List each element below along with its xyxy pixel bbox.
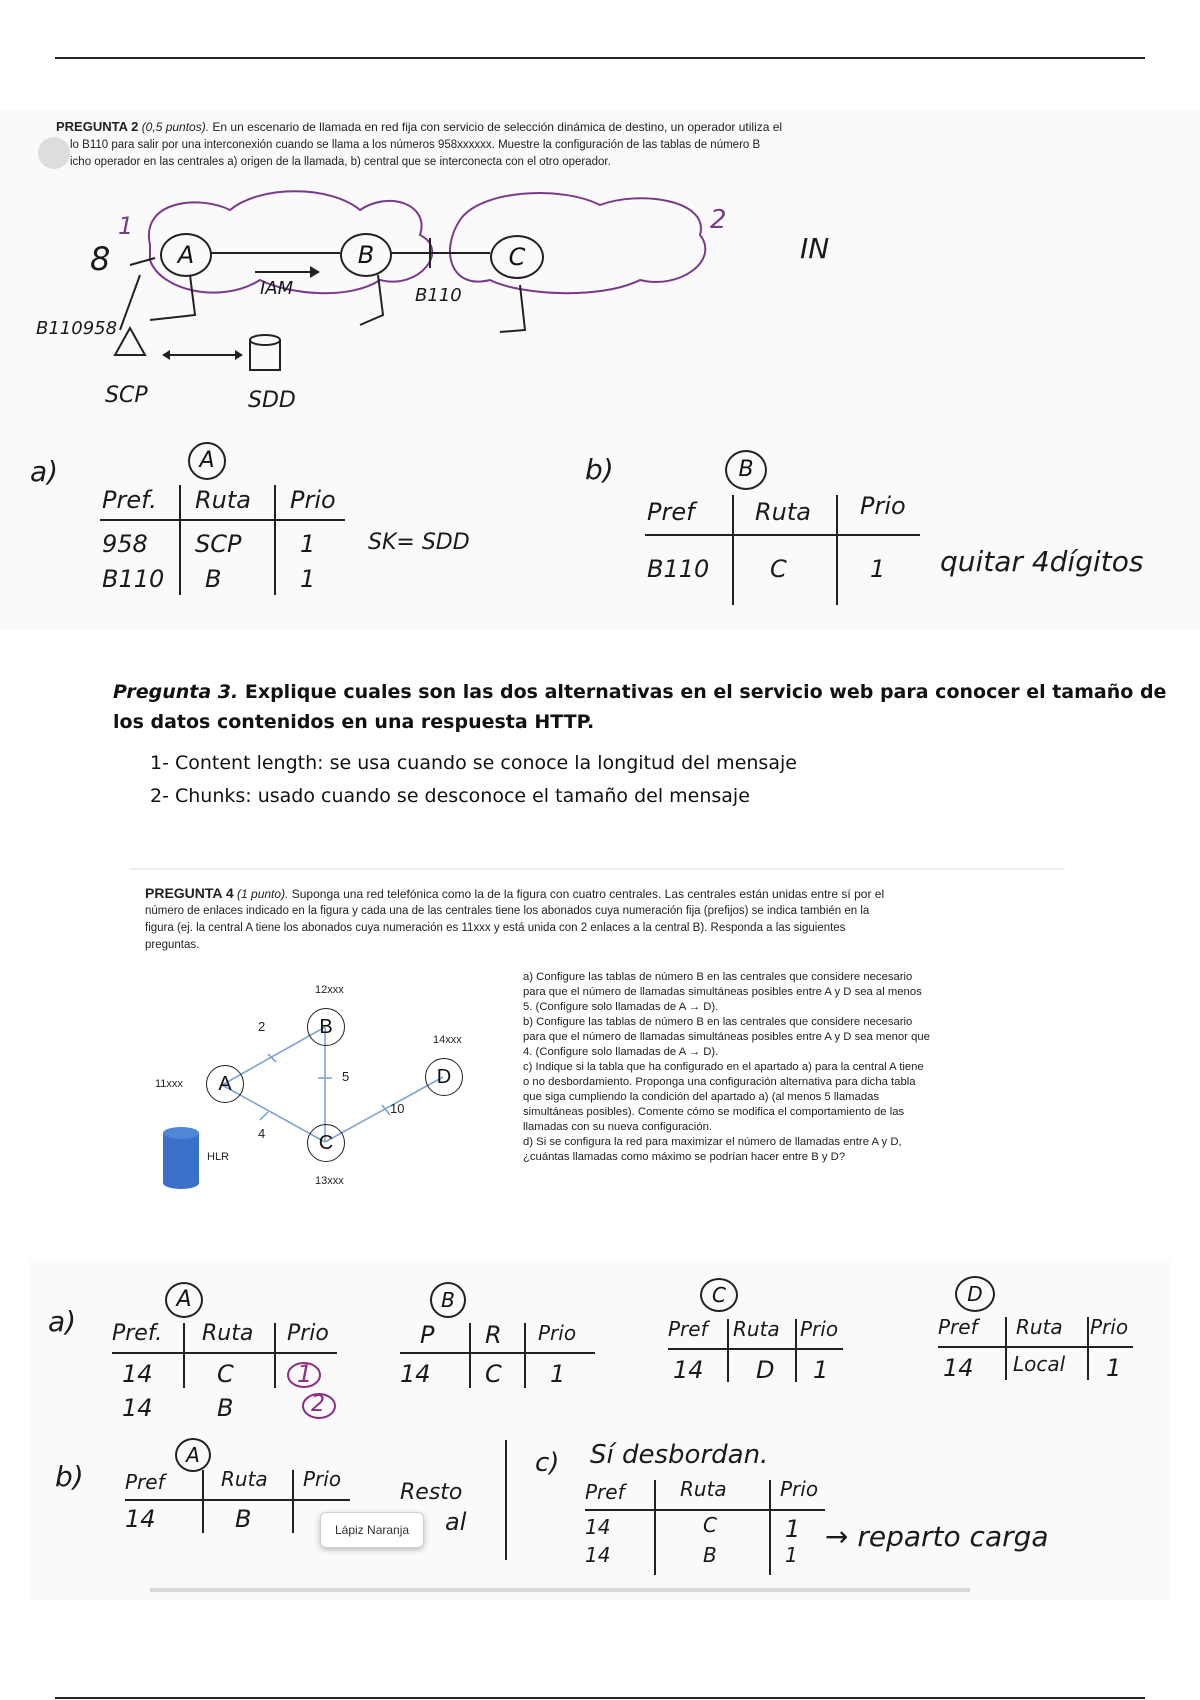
q4-weight-AC: 4 xyxy=(258,1126,266,1141)
page-badge-icon xyxy=(38,137,70,169)
q4-tc-r0c2: 1 xyxy=(785,1515,801,1543)
q2-table-a-node xyxy=(188,442,226,480)
q4-divider xyxy=(505,1440,507,1560)
q4-node-B xyxy=(307,1008,345,1046)
q4-tB-r0c2: 1 xyxy=(550,1360,566,1388)
q4-intro1-text: Suponga una red telefónica como la de la figura con cuatro centrales. Las centrales están unidas entre sí por el xyxy=(291,887,885,901)
q4-tb-note2: al xyxy=(445,1508,467,1536)
q4-node-B-label: B xyxy=(319,1016,333,1038)
q3-title-italic: Pregunta 3. xyxy=(113,681,239,703)
q4-qa-11: d) Si se configura la red para maximizar el número de llamadas entre A y D, xyxy=(523,1136,902,1148)
q4-tD-r0c0: 14 xyxy=(943,1354,974,1382)
q4-qa-4: para que el número de llamadas simultáneas posibles entre A y D sea menor que xyxy=(523,1031,930,1043)
q4-points: (1 punto). xyxy=(237,887,289,901)
q4-tb-h0: Pref xyxy=(125,1470,165,1494)
q2-table-a xyxy=(100,480,350,600)
q4-tc-title: Sí desbordan. xyxy=(590,1440,769,1470)
q2-table-b-node-label: B xyxy=(738,457,754,482)
q2-scp: SCP xyxy=(105,383,148,408)
q4-header: PREGUNTA 4 xyxy=(145,885,234,901)
q2-a-label: a) xyxy=(30,455,59,488)
q2-line1 xyxy=(56,120,782,134)
q2-points: (0,5 puntos). xyxy=(141,120,210,134)
q4-weight-CD: 10 xyxy=(390,1101,405,1116)
q4-qa-1: para que el número de llamadas simultáneas posibles entre A y D sea al menos xyxy=(523,986,922,998)
q2-label-2: 2 xyxy=(710,205,727,235)
q4-node-D xyxy=(425,1058,463,1096)
q4-table-c xyxy=(585,1475,845,1585)
q4-tA-node-label: A xyxy=(176,1287,192,1312)
q4-tB-r0c1: C xyxy=(485,1360,502,1388)
q4-tA-node xyxy=(165,1282,203,1318)
q2-label-1: 1 xyxy=(118,212,134,240)
q3-item-2: 2- Chunks: usado cuando se desconoce el tamaño del mensaje xyxy=(150,785,750,807)
q4-qa-6: c) Indique si la tabla que ha configurado en el apartado a) para la central A tiene xyxy=(523,1061,924,1073)
q4-tC-node xyxy=(700,1278,738,1312)
q4-prefix-C: 13xxx xyxy=(315,1175,344,1187)
q2-text1: En un escenario de llamada en red fija con servicio de selección dinámica de destino, un operador utiliza el xyxy=(212,120,783,134)
q4-qa-0: a) Configure las tablas de número B en las centrales que considere necesario xyxy=(523,971,913,983)
q2-a-r1c2: 1 xyxy=(300,565,316,593)
q4-node-C xyxy=(307,1124,345,1162)
q4-tC-node-label: C xyxy=(712,1283,726,1307)
q4-tC-h0: Pref xyxy=(668,1317,708,1341)
q4-tC-h1: Ruta xyxy=(733,1317,780,1341)
q4-ans-b-label: b) xyxy=(55,1460,84,1493)
q2-iam: IAM xyxy=(260,278,294,299)
q4-hlr: HLR xyxy=(207,1151,230,1163)
q4-tB-h0: P xyxy=(420,1321,435,1349)
q2-table-b-node xyxy=(725,450,767,490)
q4-tC-r0c1: D xyxy=(756,1356,775,1384)
q4-tc-h2: Prio xyxy=(780,1477,819,1501)
q4-questions xyxy=(523,970,1048,1165)
q4-table-A xyxy=(112,1318,342,1428)
q2-b110: B110 xyxy=(415,285,462,306)
pencil-tooltip xyxy=(320,1512,424,1548)
q2-node-C xyxy=(490,235,544,279)
q2-header: PREGUNTA 2 xyxy=(56,119,139,134)
q2-table-b-note: quitar 4dígitos xyxy=(940,545,1144,578)
q4-intro3: figura (ej. la central A tiene los abonados cuya numeración es 11xxx y está unida con 2 enlaces a la central B). Responda a las siguientes xyxy=(145,922,846,934)
q4-tc-note: → reparto carga xyxy=(825,1520,1049,1553)
q4-tB-r0c0: 14 xyxy=(400,1360,431,1388)
q4-intro4: preguntas. xyxy=(145,939,200,951)
q2-line2: lo B110 para salir por una interconexión cuando se llama a los números 958xxxxxx. Muestre la configuración de las tablas de número B xyxy=(70,139,761,151)
q4-ans-c-label: c) xyxy=(535,1448,560,1478)
q4-tA-r1c0: 14 xyxy=(122,1394,153,1422)
q4-tc-r1c2: 1 xyxy=(785,1543,798,1567)
q2-b-r0c2: 1 xyxy=(870,555,886,583)
q2-a-r1c0: B110 xyxy=(102,565,165,593)
q4-prefix-A: 11xxx xyxy=(155,1078,183,1090)
q4-qa-10: llamadas con su nueva configuración. xyxy=(523,1121,713,1133)
q4-tA-r0c2: 1 xyxy=(297,1360,313,1388)
q4-ans-a-label: a) xyxy=(48,1305,77,1338)
q4-tC-r0c2: 1 xyxy=(813,1356,829,1384)
q4-weight-AB: 2 xyxy=(258,1019,266,1034)
q2-node-B-label: B xyxy=(357,241,375,269)
q4-tA-r0c0: 14 xyxy=(122,1360,153,1388)
q4-tc-r1c1: B xyxy=(703,1543,717,1567)
q4-table-B xyxy=(400,1318,600,1398)
q4-qa-12: ¿cuántas llamadas como máximo se podrían hacer entre B y D? xyxy=(523,1151,846,1163)
q3-title-line2: los datos contenidos en una respuesta HTTP. xyxy=(113,711,595,733)
q3-title xyxy=(113,677,1166,707)
q4-tA-h0: Pref. xyxy=(112,1321,163,1346)
q4-tc-r0c0: 14 xyxy=(585,1515,611,1539)
q4-node-C-label: C xyxy=(318,1132,334,1154)
q4-tc-h1: Ruta xyxy=(680,1477,727,1501)
q2-label-8: 8 xyxy=(90,240,111,278)
q4-tA-h1: Ruta xyxy=(202,1321,254,1346)
q4-tb-h2: Prio xyxy=(303,1467,342,1491)
q4-tB-h1: R xyxy=(485,1321,502,1349)
q4-intro2: número de enlaces indicado en la figura y cada una de las centrales tiene los abonados cuya numeración fija (prefijos) se indica también en la xyxy=(145,905,870,917)
toolbar-remnant xyxy=(150,1588,970,1592)
q4-intro1 xyxy=(145,886,884,901)
q3-title-rest: Explique cuales son las dos alternativas en el servicio web para conocer el tamaño de xyxy=(244,681,1167,703)
q4-node-A-label: A xyxy=(218,1073,232,1095)
q2-table-a-node-label: A xyxy=(199,448,215,473)
q2-sdd: SDD xyxy=(248,388,296,413)
q4-tD-node-label: D xyxy=(967,1282,983,1306)
pencil-tooltip-label: Lápiz Naranja xyxy=(335,1523,410,1537)
q2-node-B xyxy=(340,233,392,277)
q4-tA-h2: Prio xyxy=(287,1321,329,1346)
q2-a-r1c1: B xyxy=(205,565,222,593)
q2-b-h2: Prio xyxy=(860,492,906,520)
q2-b-r0c0: B110 xyxy=(647,555,710,583)
q2-diagram xyxy=(0,180,1200,410)
q4-tD-h1: Ruta xyxy=(1016,1315,1063,1339)
q2-a-h1: Ruta xyxy=(195,486,252,514)
q4-table-C xyxy=(668,1314,848,1394)
q2-a-h0: Pref. xyxy=(102,486,157,514)
q4-qa-5: 4. (Configure solo llamadas de A → D). xyxy=(523,1046,719,1058)
q4-qa-7: o no desbordamiento. Proponga una configuración alternativa para dicha tabla xyxy=(523,1076,916,1088)
q4-tD-h0: Pref xyxy=(938,1315,978,1339)
q2-node-C-label: C xyxy=(508,243,526,271)
q4-tc-r1c0: 14 xyxy=(585,1543,611,1567)
q4-qa-8: que siga cumpliendo la condición del apartado a) (al menos 5 llamadas xyxy=(523,1091,880,1103)
q4-tb-h1: Ruta xyxy=(221,1467,268,1491)
q4-tB-node xyxy=(430,1282,466,1318)
q4-qa-2: 5. (Configure solo llamadas de A → D). xyxy=(523,1001,719,1013)
q2-a-h2: Prio xyxy=(290,486,336,514)
q4-tB-h2: Prio xyxy=(538,1321,577,1345)
q2-node-A-label: A xyxy=(177,241,195,269)
bottom-rule xyxy=(55,1697,1145,1699)
q4-tB-node-label: B xyxy=(441,1288,455,1312)
q2-a-r0c0: 958 xyxy=(102,530,148,558)
q4-tC-r0c0: 14 xyxy=(673,1356,704,1384)
q4-tb-node-label: A xyxy=(186,1443,200,1467)
q2-a-r0c2: 1 xyxy=(300,530,316,558)
q2-table-b xyxy=(645,490,925,610)
q2-in: IN xyxy=(800,232,830,265)
q2-line3: icho operador en las centrales a) origen de la llamada, b) central que se interconecta con el otro operador. xyxy=(70,156,611,168)
q2-node-A xyxy=(160,233,212,277)
q4-tA-r1c1: B xyxy=(217,1394,234,1422)
q4-tb-r0c1: B xyxy=(235,1505,252,1533)
q2-a-r0c1: SCP xyxy=(195,530,242,558)
q4-prefix-B: 12xxx xyxy=(315,984,344,996)
q4-tC-h2: Prio xyxy=(800,1317,839,1341)
q2-b-h0: Pref xyxy=(647,498,695,526)
q4-tc-h0: Pref xyxy=(585,1480,625,1504)
q4-node-A xyxy=(206,1065,244,1103)
q2-number: B110958 xyxy=(36,318,118,339)
q4-tD-r0c2: 1 xyxy=(1106,1354,1122,1382)
q2-b-r0c1: C xyxy=(770,555,787,583)
q4-tb-r0c0: 14 xyxy=(125,1505,156,1533)
q4-tb-note: Resto xyxy=(400,1480,463,1505)
q4-tD-h2: Prio xyxy=(1090,1315,1129,1339)
q2-table-a-note: SK= SDD xyxy=(368,530,470,555)
q4-tA-r0c1: C xyxy=(217,1360,234,1388)
top-rule xyxy=(55,57,1145,59)
q4-tD-node xyxy=(955,1276,995,1312)
q4-node-D-label: D xyxy=(436,1066,452,1088)
q3-item-1: 1- Content length: se usa cuando se conoce la longitud del mensaje xyxy=(150,752,797,774)
q4-weight-BC: 5 xyxy=(342,1069,350,1084)
q2-b-h1: Ruta xyxy=(755,498,812,526)
q2-b-label: b) xyxy=(585,453,614,486)
q4-tD-r0c1: Local xyxy=(1013,1352,1066,1376)
q4-qa-9: simultáneas posibles). Comente cómo se modifica el comportamiento de las xyxy=(523,1106,905,1118)
q4-prefix-D: 14xxx xyxy=(433,1034,462,1046)
q4-table-D xyxy=(938,1312,1138,1392)
q4-qa-3: b) Configure las tablas de número B en las centrales que considere necesario xyxy=(523,1016,913,1028)
q4-tc-r0c1: C xyxy=(703,1513,717,1537)
q4-tA-r1c2: 2 xyxy=(311,1392,325,1417)
